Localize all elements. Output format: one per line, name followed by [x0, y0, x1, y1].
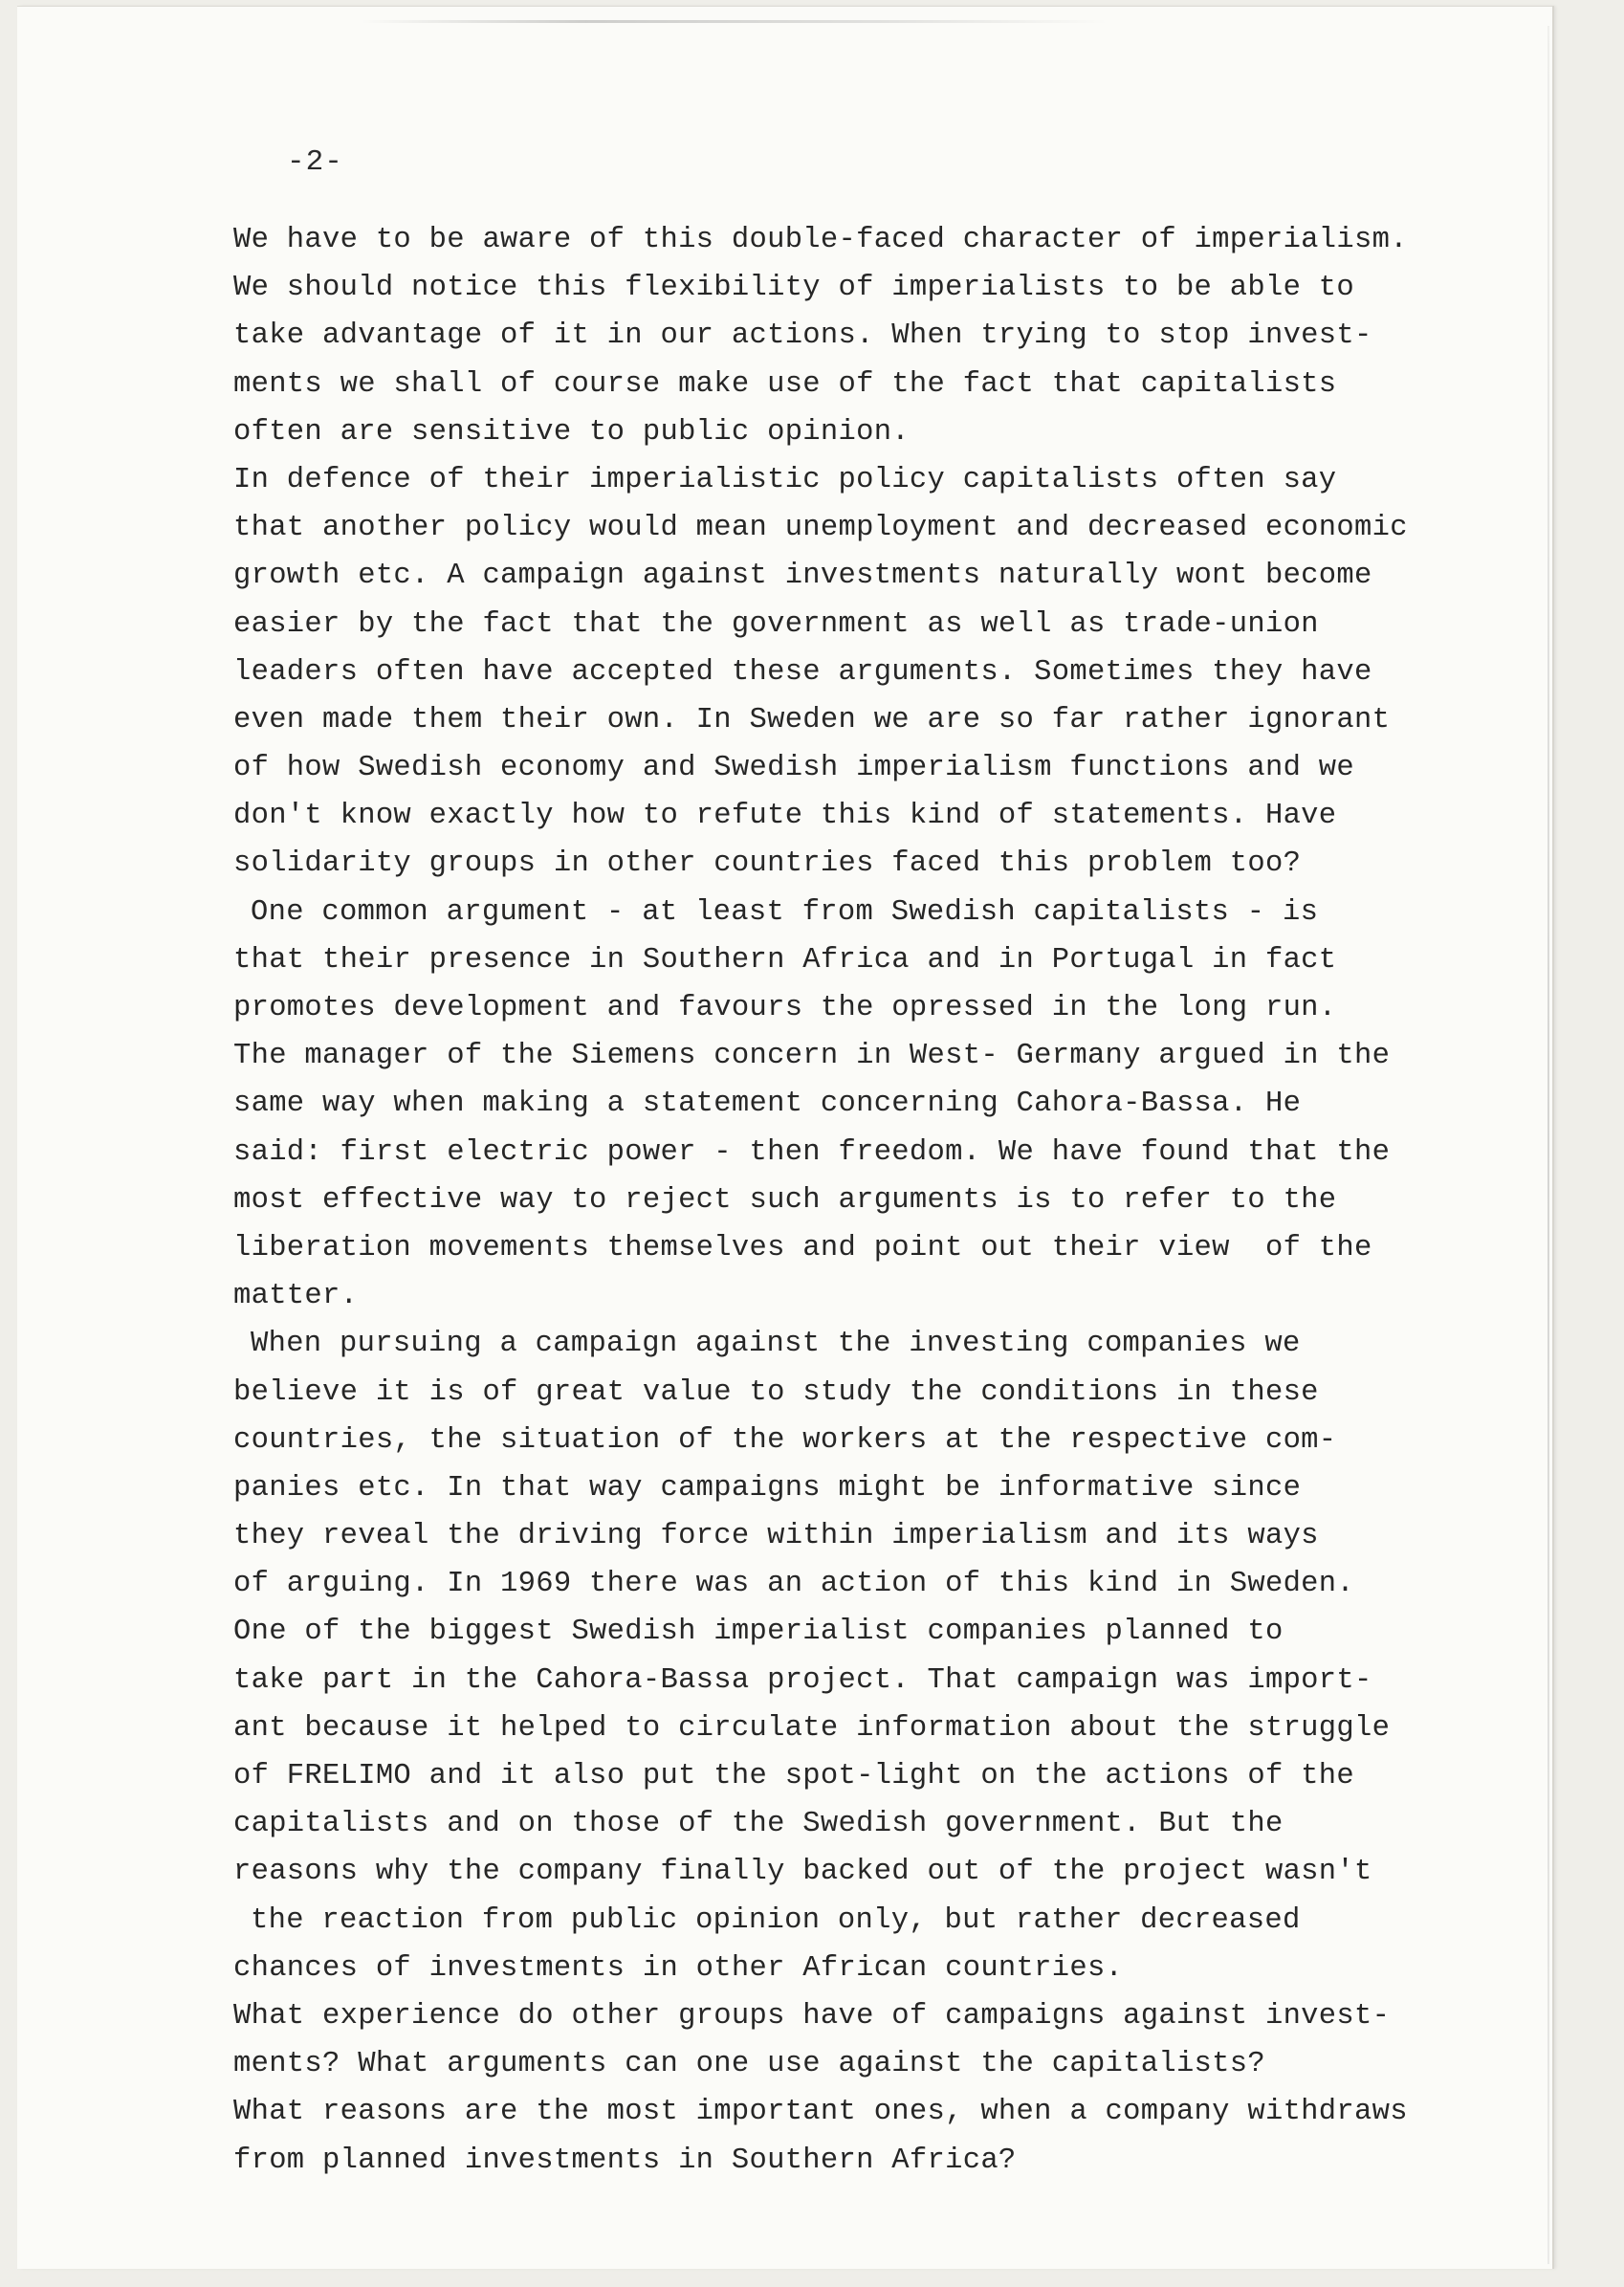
- text-line: most effective way to reject such arguments is to refer to the: [233, 1183, 1337, 1217]
- sheet-top-edge: [362, 20, 1108, 23]
- text-line: growth etc. A campaign against investments naturally wont become: [233, 560, 1372, 593]
- text-line: don't know exactly how to refute this kind of statements. Have: [233, 800, 1337, 833]
- text-line: that their presence in Southern Africa and in Portugal in fact: [233, 943, 1337, 977]
- text-line: they reveal the driving force within imperialism and its ways: [233, 1520, 1319, 1553]
- text-line: of FRELIMO and it also put the spot-light on the actions of the: [233, 1760, 1354, 1792]
- text-line: take advantage of it in our actions. When trying to stop invest-: [233, 319, 1372, 353]
- text-line: One of the biggest Swedish imperialist companies planned to: [233, 1616, 1284, 1649]
- text-line: ant because it helped to circulate information about the struggle: [233, 1711, 1391, 1745]
- text-line: countries, the situation of the workers at the respective com-: [233, 1423, 1337, 1457]
- text-line: reasons why the company finally backed out of the project wasn't: [233, 1856, 1372, 1889]
- text-line: that another policy would mean unemployment and decreased economic: [233, 512, 1408, 545]
- text-line: even made them their own. In Sweden we are so far rather ignorant: [233, 703, 1391, 737]
- text-line: promotes development and favours the opressed in the long run.: [233, 992, 1337, 1024]
- sheet-right-edge: [1547, 26, 1549, 2264]
- text-line: solidarity groups in other countries faced this problem too?: [233, 847, 1302, 881]
- text-line: We should notice this flexibility of imperialists to be able to: [233, 272, 1354, 305]
- text-line: the reaction from public opinion only, but rather decreased: [251, 1903, 1301, 1937]
- text-line: When pursuing a campaign against the investing companies we: [251, 1328, 1301, 1361]
- text-line: We have to be aware of this double-faced character of imperialism.: [233, 224, 1408, 256]
- text-line: ments? What arguments can one use against the capitalists?: [233, 2048, 1265, 2081]
- text-line: liberation movements themselves and point out their view of the: [233, 1231, 1372, 1264]
- page-number: -2-: [287, 145, 343, 179]
- text-line: One common argument - at least from Swedish capitalists - is: [251, 895, 1319, 929]
- text-line: take part in the Cahora-Bassa project. That campaign was import-: [233, 1663, 1372, 1697]
- text-line: same way when making a statement concerning Cahora-Bassa. He: [233, 1088, 1302, 1121]
- text-line: panies etc. In that way campaigns might be informative since: [233, 1471, 1302, 1505]
- text-line: The manager of the Siemens concern in West- Germany argued in the: [233, 1040, 1391, 1073]
- text-line: What experience do other groups have of campaigns against invest-: [233, 1999, 1391, 2033]
- text-line: In defence of their imperialistic policy capitalists often say: [233, 463, 1337, 496]
- text-line: often are sensitive to public opinion.: [233, 415, 910, 449]
- text-line: of arguing. In 1969 there was an action of this kind in Sweden.: [233, 1568, 1354, 1601]
- typewritten-body: [233, 216, 1534, 2185]
- text-line: from planned investments in Southern Africa?: [233, 2144, 1017, 2177]
- text-line: of how Swedish economy and Swedish imperialism functions and we: [233, 752, 1354, 785]
- text-line: matter.: [233, 1280, 359, 1313]
- text-line: easier by the fact that the government as well as trade-union: [233, 607, 1319, 641]
- text-line: said: first electric power - then freedom. We have found that the: [233, 1135, 1391, 1169]
- text-line: chances of investments in other African countries.: [233, 1951, 1124, 1985]
- text-line: capitalists and on those of the Swedish government. But the: [233, 1808, 1284, 1841]
- text-line: believe it is of great value to study the conditions in these: [233, 1375, 1319, 1409]
- text-line: What reasons are the most important ones, when a company withdraws: [233, 2096, 1408, 2129]
- text-line: leaders often have accepted these arguments. Sometimes they have: [233, 655, 1372, 689]
- text-line: ments we shall of course make use of the fact that capitalists: [233, 367, 1337, 401]
